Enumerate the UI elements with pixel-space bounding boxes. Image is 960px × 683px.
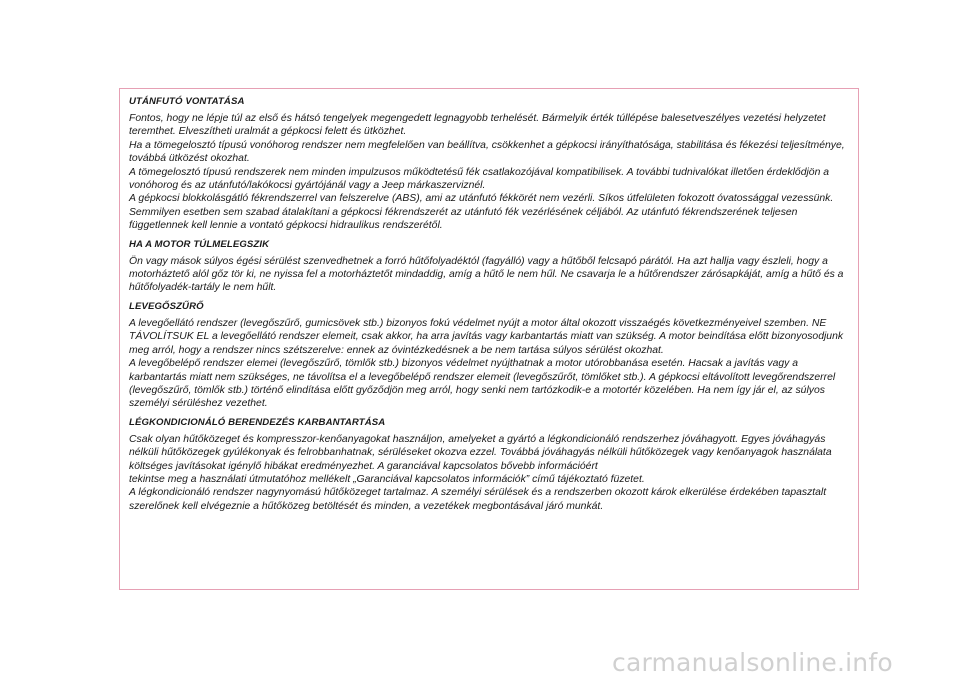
- paragraph: tekintse meg a használati útmutatóhoz mellékelt „Garanciával kapcsolatos információk” című tájékoztató füzetet.: [129, 473, 645, 485]
- paragraph: A légkondicionáló rendszer nagynyomású hűtőközeget tartalmaz. A személyi sérülések és a rendszerben okozott károk elkerülése érdekében tapasztalt szerelőnek kell elvégeznie a hűtőközeg betöltését és minden, a vezetékek megbontásával járó munkát.: [129, 487, 827, 512]
- section-air-filter: [129, 301, 853, 411]
- section-heading: LÉGKONDICIONÁLÓ BERENDEZÉS KARBANTARTÁSA: [129, 416, 386, 428]
- section-trailer-towing: [129, 96, 853, 233]
- paragraph: A levegőellátó rendszer (levegőszűrő, gumicsövek stb.) bizonyos fokú védelmet nyújt a motor által okozott visszaégés következményeivel szemben. NE TÁVOLÍTSUK EL a levegőellátó rendszer elemeit, csak akkor, ha arra javítás vagy karbantartás miatt van szükség. A motor beindítása előtt bizonyosodjunk meg arról, hogy a rendszer nincs szétszerelve: ennek az óvintézkedésnek a be nem tartása súlyos sérülést okozhat.: [129, 317, 844, 356]
- paragraph: Ha a tömegelosztó típusú vonóhorog rendszer nem megfelelően van beállítva, csökkenhet a gépkocsi irányíthatósága, stabilitása és fékezési teljesítménye, továbbá ütközést okozhat.: [129, 139, 845, 165]
- paragraph: A gépkocsi blokkolásgátló fékrendszerrel van felszerelve (ABS), ami az utánfutó fékkörét nem vezérli. Síkos útfelületen fokozott óvatossággal vezessünk.: [129, 193, 834, 205]
- warning-content: [129, 96, 853, 519]
- paragraph: Fontos, hogy ne lépje túl az első és hátsó tengelyek megengedett legnagyobb terhelését. Bármelyik érték túllépése balesetveszélyes vezetési helyzetet teremthet. Elveszítheti uralmát a gépkocsi felett és ütközhet.: [129, 113, 826, 138]
- watermark-text: carmanualsonline.info: [612, 648, 893, 677]
- section-engine-overheat: [129, 239, 853, 295]
- paragraph: Csak olyan hűtőközeget és kompresszor-kenőanyagokat használjon, amelyeket a gyártó a légkondicionáló rendszerhez jóváhagyott. Egyes jóváhagyás nélküli hűtőközegek gyúlékonyak és felrobbanhatnak, sérüléseket okozva ezzel. Továbbá jóváhagyás nélküli hűtőközegek vagy kenőanyagok használata költséges javításokat igénylő hibákat eredményezhet. A garanciával kapcsolatos bővebb információért: [129, 433, 832, 472]
- section-heading: HA A MOTOR TÚLMELEGSZIK: [129, 238, 270, 250]
- section-heading: LEVEGŐSZŰRŐ: [129, 300, 204, 312]
- paragraph: A tömegelosztó típusú rendszerek nem minden impulzusos működtetésű fék csatlakozójával kompatibilisek. A további tudnivalókat illetően érdeklődjön a vonóhorog és az utánfutó/lakókocsi gyártójánál vagy a Jeep márkaszerviznél.: [129, 166, 830, 192]
- paragraph: Semmilyen esetben sem szabad átalakítani a gépkocsi fékrendszerét az utánfutó fék vezérlésének céljából. Az utánfutó fékrendszerének teljesen függetlennek kell lennie a vontató gépkocsi hidraulikus rendszerétől.: [129, 206, 798, 232]
- section-heading: UTÁNFUTÓ VONTATÁSA: [129, 96, 245, 107]
- paragraph: A levegőbelépő rendszer elemei (levegőszűrő, tömlők stb.) bizonyos védelmet nyújthatnak a motor utórobbanása esetén. Hacsak a javítás vagy a karbantartás miatt nem szükséges, ne távolítsa el a levegőbelépő rendszer elemeit (levegőszűrőt, tömlőket stb.). A gépkocsi eltávolított levegőrendszerrel (levegőszűrő, tömlők stb.) történő elindítása előtt győződjön meg arról, hogy senki nem tartózkodik-e a motortér közelében. Ha nem így jár el, az súlyos személyi sérüléshez vezethet.: [129, 358, 836, 410]
- paragraph: Ön vagy mások súlyos égési sérülést szenvedhetnek a forró hűtőfolyadéktól (fagyálló) vagy a hűtőből felcsapó párától. Ha azt hallja vagy észleli, hogy a motorháztető alól gőz tör ki, ne nyissa fel a motorháztetőt mindaddig, amíg a hűtő le nem hűl. Ne csavarja le a hűtőrendszer zárósapkáját, amíg a hűtő és a hűtőfolyadék-tartály le nem hűlt.: [129, 255, 844, 294]
- section-ac-maintenance: [129, 417, 853, 513]
